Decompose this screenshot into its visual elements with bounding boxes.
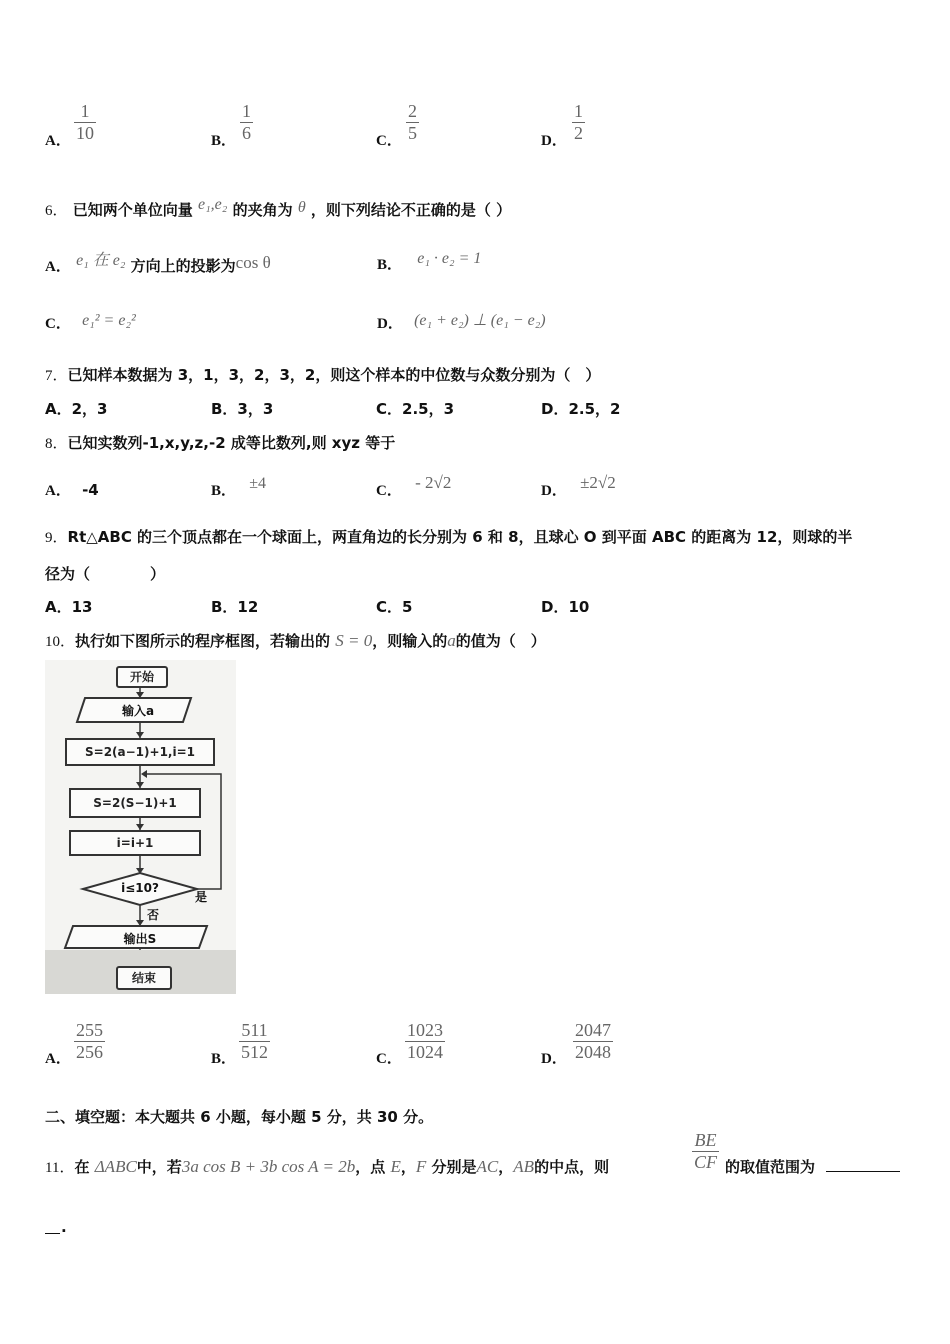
q10-option-d-fraction: 2047 2048 [575,1020,611,1062]
q9-option-a: A．13 [45,598,93,616]
q7-option-c: C．2.5，3 [376,400,455,418]
q5-option-d-fraction: 1 2 [574,101,583,143]
q10-option-a-fraction: 255 256 [76,1020,103,1062]
q11-ratio-fraction: BE CF [694,1130,718,1172]
q10-option-b-fraction: 511 512 [241,1020,268,1062]
q6-option-a: A． e₁ 在 e₂ 方向上的投影为cos θ [45,252,271,275]
q6-option-c: C． e₁² = e₂² [45,312,136,332]
q11-tail-text: 的取值范围为 [725,1158,816,1176]
q5-option-d-label: D． [541,133,567,149]
q7-option-d: D．2.5，2 [541,400,621,418]
q8-option-c: C． - 2√2 [376,473,452,499]
q10-option-c-label: C． [376,1051,402,1067]
flowchart-yes-label: 是 [195,890,208,904]
q10-option-c-fraction: 1023 1024 [407,1020,443,1062]
flowchart-input: 输入a [121,704,155,718]
q8-stem: 8．已知实数列-1,x,y,z,-2 成等比数列,则 xyz 等于 [45,434,396,452]
q10-stem: 10．执行如下图所示的程序框图，若输出的 S = 0，则输入的a的值为（ ） [45,631,546,650]
q5-option-a-fraction: 1 10 [76,101,94,143]
section-title: 二、填空题：本大题共 6 小题，每小题 5 分，共 30 分。 [45,1108,434,1126]
q8-option-a: A． -4 [45,481,99,499]
flowchart-condition: i≤10? [121,881,159,895]
q5-option-c-fraction: 2 5 [408,101,417,143]
q9-option-d: D．10 [541,598,590,616]
flowchart-end: 结束 [116,966,172,990]
q9-stem-line2: 径为（ ） [45,565,166,583]
q9-option-b: B．12 [211,598,259,616]
q11-answer-blank-continued[interactable] [45,1216,60,1234]
q6-option-b: B． e₁ · e₂ = 1 [377,250,482,273]
q7-stem: 7．已知样本数据为 3，1，3，2，3，2，则这个样本的中位数与众数分别为（ ） [45,366,601,384]
q10-option-a-label: A． [45,1051,71,1067]
q8-option-d: D． ±2√2 [541,473,616,499]
q5-option-c-label: C． [376,133,402,149]
q9-stem-line1: 9．Rt△ABC 的三个顶点都在一个球面上，两直角边的长分别为 6 和 8，且球心 O 到平面 ABC 的距离为 12，则球的半 [45,528,853,546]
q11-stem: 11．在 ΔABC中，若3a cos B + 3b cos A = 2b，点 E，F 分别是AC，AB的中点，则 [45,1157,610,1176]
q10-option-b-label: B． [211,1051,237,1067]
flowchart-image [45,660,236,994]
q7-option-b: B．3，3 [211,400,274,418]
q9-option-c: C．5 [376,598,413,616]
q10-option-d-label: D． [541,1051,567,1067]
flowchart-no-label: 否 [147,908,160,922]
q11-end-period: . [61,1218,67,1236]
q8-option-b: B． ±4 [211,475,267,499]
flowchart-start: 开始 [116,666,168,688]
flowchart-increment: i=i+1 [69,830,201,856]
flowchart-update: S=2(S−1)+1 [69,788,201,818]
q5-option-b-label: B． [211,133,237,149]
q6-stem: 6． 已知两个单位向量 e₁,e₂ 的夹角为 θ ，则下列结论不正确的是（ ） [45,196,512,219]
q11-answer-blank[interactable] [826,1156,900,1172]
q5-option-a-label: A． [45,133,71,149]
q7-option-a: A．2，3 [45,400,108,418]
flowchart-output: 输出S [123,932,157,946]
q6-option-d: D． (e₁ + e₂) ⊥ (e₁ − e₂) [377,312,546,332]
flowchart-init: S=2(a−1)+1,i=1 [65,738,215,766]
q5-option-b-fraction: 1 6 [242,101,251,143]
